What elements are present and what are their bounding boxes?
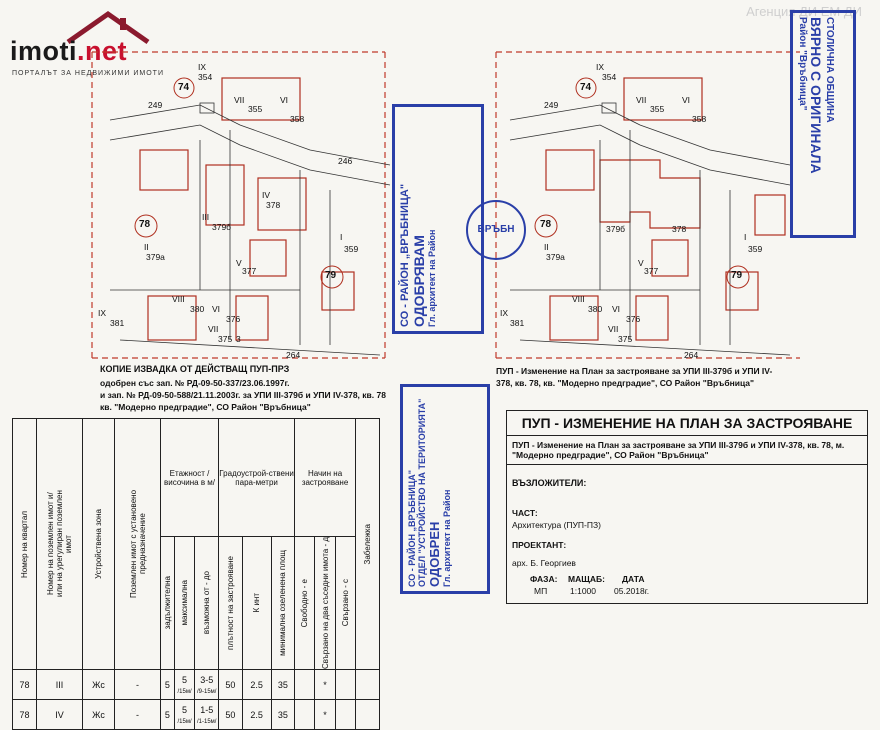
lbl-379a: 379а [146,252,165,262]
stamp3-line-1: СТОЛИЧНА ОБЩИНА [824,17,835,123]
cell-kint: 2.5 [242,670,271,700]
cell-green: 35 [271,670,295,700]
th-range: възможна от - до [202,571,212,635]
r-lbl-vii: VII [636,95,647,105]
cell-upi: IV [37,700,83,730]
lbl-74: 74 [178,82,190,93]
logo-tagline: ПОРТАЛЪТ ЗА НЕДВИЖИМИ ИМОТИ [12,70,164,77]
lbl-ii: II [144,242,149,252]
lbl-354: 354 [198,72,213,82]
phase-label: ФАЗА: [530,574,558,584]
r-lbl-74: 74 [580,82,592,93]
stamp2-line-1: СО - РАЙОН „ВРЪБНИЦА" [407,469,417,587]
cell-max-sub: /15м/ [177,688,192,695]
lbl-vii-2: VII [208,324,219,334]
cell-note [356,670,380,700]
cell-upi: III [37,670,83,700]
lbl-376: 376 [226,314,241,324]
r-lbl-380: 380 [588,304,603,314]
r-lbl-ix: IX [596,62,605,72]
lbl-3: 3 [236,334,241,344]
scale-value: 1:1000 [570,586,596,596]
divider [506,464,868,465]
r-lbl-78: 78 [540,219,552,230]
lbl-378: 378 [266,200,281,210]
titleblock-subtitle: ПУП - Изменение на План за застрояване за УПИ III-379б и УПИ IV-378, кв. 78, м. "Модерно предградие", СО Район "Връбница" [512,440,845,460]
lbl-79: 79 [325,270,337,281]
right-caption-line-1: ПУП - Изменение на План за застрояване за УПИ III-379б и УПИ IV- [496,366,773,376]
cell-max-value: 5 [182,704,188,715]
lbl-246: 246 [338,156,353,166]
phase-value: МП [534,586,548,596]
cell-max-value: 5 [182,674,188,685]
lbl-379b: 379б [212,222,232,232]
left-caption-line-1: одобрен със зап. № РД-09-50-337/23.06.1997г. [100,378,290,388]
r-lbl-ix-2: IX [500,308,509,318]
lbl-ix: IX [198,62,207,72]
r-lbl-381: 381 [510,318,525,328]
th-group-params: Градоустрой-ствени пара-метри [219,419,295,537]
stamp1-line-1: СО - РАЙОН „ВРЪБНИЦА" [399,183,411,327]
cell-zone: Жс [83,670,115,700]
clients-label: ВЪЗЛОЖИТЕЛИ: [512,478,587,488]
th-free: Свободно - е [300,578,310,628]
logo-wordmark: imoti.net [10,36,128,66]
r-lbl-376: 376 [626,314,641,324]
stamp1-line-3: Гл. архитект на Район [427,229,437,327]
cell-range-sub: /1-15м/ [197,718,217,725]
cell-range-value: 3-5 [200,674,214,685]
right-caption-line-2: 378, кв. 78, кв. "Модерно предградие", СО Район "Връбница" [496,378,755,388]
cell-max [174,670,195,700]
r-lbl-355: 355 [650,104,665,114]
cell-pair: * [315,700,335,730]
r-lbl-375: 375 [618,334,633,344]
cell-kint: 2.5 [242,700,271,730]
cell-link [335,670,355,700]
lbl-iv: IV [262,190,271,200]
date-label: ДАТА [622,574,645,584]
lbl-264: 264 [286,350,301,360]
cell-range [195,700,219,730]
cell-density: 50 [219,700,243,730]
r-lbl-i: I [744,232,747,242]
r-lbl-264: 264 [684,350,699,360]
cell-purpose: - [115,700,161,730]
titleblock-title: ПУП - ИЗМЕНЕНИЕ НА ПЛАН ЗА ЗАСТРОЯВАНЕ [506,410,868,436]
lbl-359: 359 [344,244,359,254]
th-zone: Устройствена зона [94,509,103,579]
agency-watermark: Агенция ДИ ЕМ ДИ [746,4,862,19]
lbl-381: 381 [110,318,125,328]
left-caption-line-2: и зап. № РД-09-50-588/21.11.2003г. за УПИ III-379б и УПИ IV-378, кв. 78 [100,390,386,400]
th-density: плътност на застрояване [225,556,235,650]
table-row [13,700,380,730]
cell-purpose: - [115,670,161,700]
right-plan [496,52,800,358]
cell-link [335,700,355,730]
stamp2-line-2: ОТДЕЛ "УСТРОЙСТВО НА ТЕРИТОРИЯТА" [417,398,427,587]
cell-mand: 5 [161,670,175,700]
lbl-vi: VI [280,95,289,105]
th-group-mode: Начин на застрояване [295,419,356,537]
cell-kv: 78 [13,700,37,730]
lbl-380: 380 [190,304,205,314]
approved-stamp [400,384,490,594]
stamp1-line-2: ОДОБРЯВАМ [411,235,427,327]
cell-range [195,670,219,700]
r-lbl-359: 359 [748,244,763,254]
lbl-355: 355 [248,104,263,114]
lbl-v: V [236,258,242,268]
th-upi: Номер на поземлен имот и/или на урегулиран поземлен имот [46,490,73,598]
cell-kv: 78 [13,670,37,700]
th-group-floors: Етажност /височина в м/ [161,419,219,537]
cell-mand: 5 [161,700,175,730]
r-lbl-379b: 379б [606,224,626,234]
cell-free [295,700,315,730]
date-value: 05.2018г. [614,586,650,596]
stamp3-line-3: Район "Връбница" [797,17,808,111]
th-kint: К инт [252,593,262,613]
certified-copy-stamp [790,10,856,238]
stamp2-line-4: Гл. архитект на Район [442,489,452,587]
urban-parameters-table [12,418,380,730]
th-kvartal: Номер на квартал [20,510,29,578]
r-lbl-358: 358 [692,114,707,124]
r-lbl-379a: 379а [546,252,565,262]
cell-zone: Жс [83,700,115,730]
cell-note [356,700,380,730]
lbl-vii: VII [234,95,245,105]
lbl-377: 377 [242,266,257,276]
lbl-249: 249 [148,100,163,110]
cell-density: 50 [219,670,243,700]
th-max: максимална [180,580,190,626]
lbl-iii: III [202,212,210,222]
left-caption-line-3: кв. "Модерно предградие", СО Район "Връбница" [100,402,311,412]
th-pair: Свързано на два съседни имота - д [320,537,330,670]
r-lbl-viii: VIII [572,294,585,304]
th-mand: задължителна [162,576,172,630]
r-lbl-377: 377 [644,266,659,276]
r-lbl-v: V [638,258,644,268]
th-link: Свързано - с [340,579,350,627]
lbl-i: I [340,232,343,242]
cell-max-sub: /15м/ [177,718,192,725]
r-lbl-378: 378 [672,224,687,234]
r-lbl-249: 249 [544,100,559,110]
table-row [13,670,380,700]
lbl-375: 375 [218,334,233,344]
stamp3-line-2: ВЯРНО С ОРИГИНАЛА [808,17,824,174]
cell-green: 35 [271,700,295,730]
th-note: Забележка [363,523,372,565]
part-label: ЧАСТ: [512,508,538,518]
left-caption-title: КОПИЕ ИЗВАДКА ОТ ДЕЙСТВАЩ ПУП-ПРЗ [100,364,290,374]
cell-free [295,670,315,700]
r-lbl-354: 354 [602,72,617,82]
lbl-viii: VIII [172,294,185,304]
r-lbl-vi: VI [682,95,691,105]
cell-range-sub: /9-15м/ [197,688,217,695]
r-lbl-vii-2: VII [608,324,619,334]
cell-range-value: 1-5 [200,704,214,715]
designer-label: ПРОЕКТАНТ: [512,540,567,550]
th-green: минимална озеленена площ [278,550,288,656]
lbl-78: 78 [139,219,151,230]
part-value: Архитектура (ПУП-ПЗ) [512,520,601,530]
lbl-ix-2: IX [98,308,107,318]
r-lbl-vi-2: VI [612,304,621,314]
scale-label: МАЩАБ: [568,574,605,584]
r-lbl-ii: II [544,242,549,252]
lbl-vi-2: VI [212,304,221,314]
round-seal: ВРЪБН [466,200,526,260]
cell-max [174,700,195,730]
cell-pair: * [315,670,335,700]
designer-value: арх. Б. Георгиев [512,558,576,568]
r-lbl-79: 79 [731,270,743,281]
th-purpose: Поземлен имот с установено предназначение [128,489,147,599]
stamp2-line-3: ОДОБРЕН [427,521,442,587]
lbl-358: 358 [290,114,305,124]
